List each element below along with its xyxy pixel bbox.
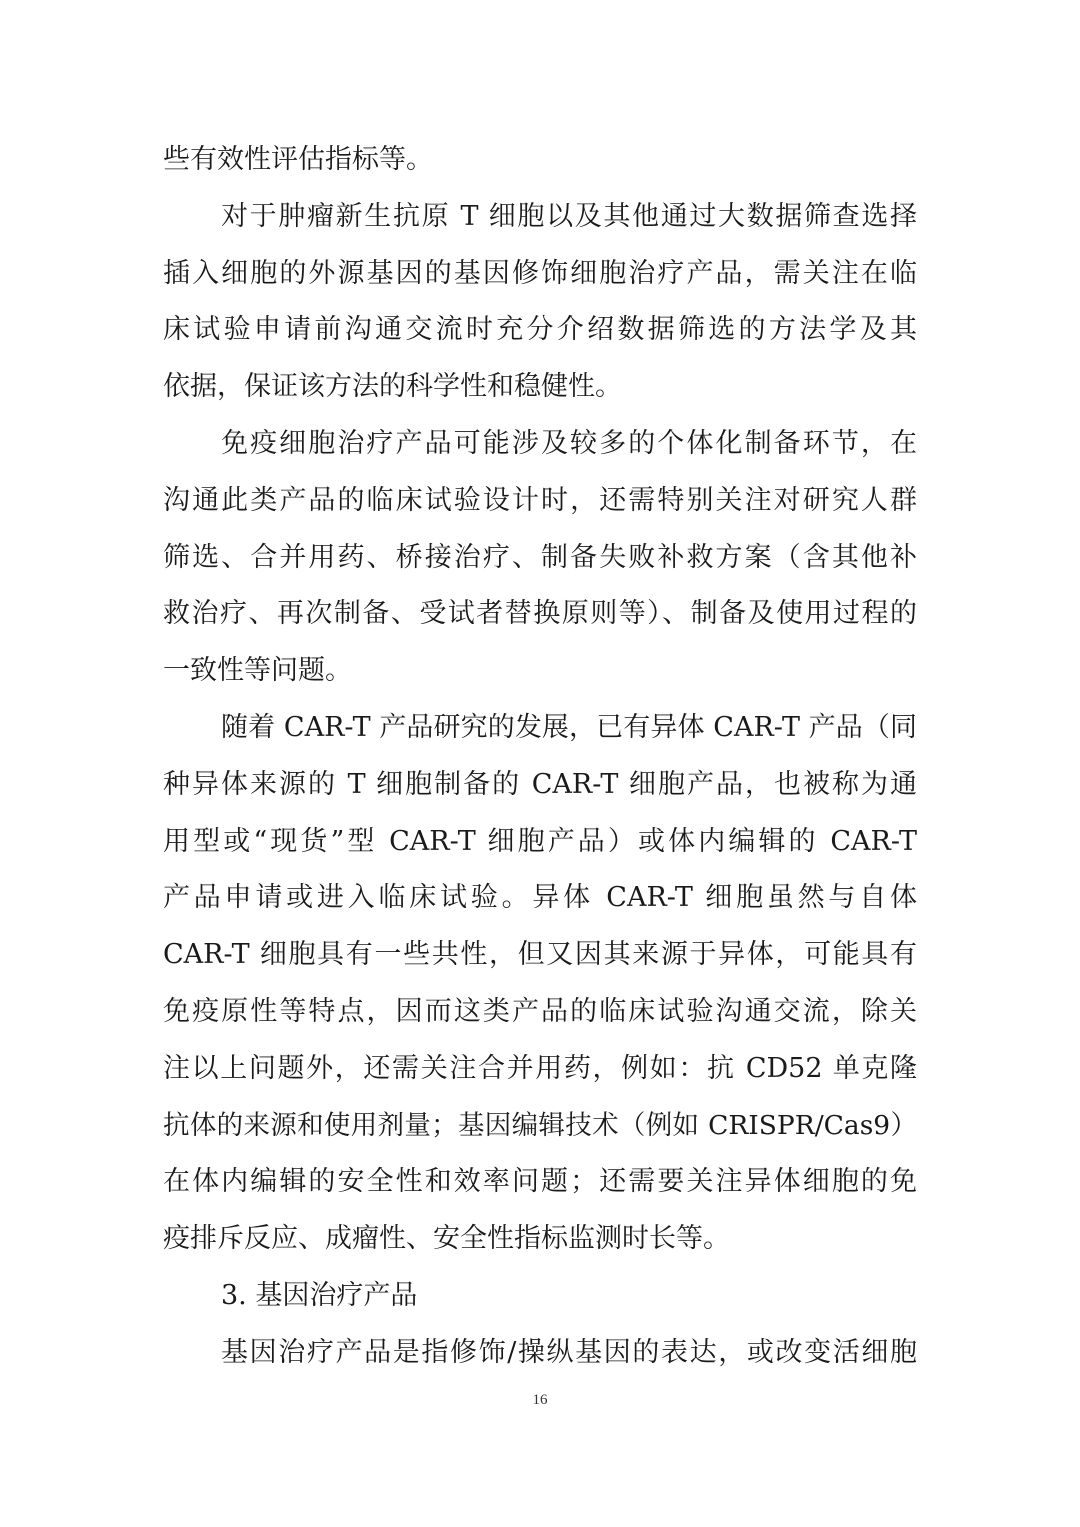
text-line: 一致性等问题。 bbox=[163, 655, 352, 687]
text-line: 沟通此类产品的临床试验设计时，还需特别关注对研究人群 bbox=[163, 484, 917, 516]
text-line: 基因治疗产品是指修饰/操纵基因的表达，或改变活细胞 bbox=[221, 1336, 917, 1368]
text-line: 对于肿瘤新生抗原 T 细胞以及其他通过大数据筛查选择 bbox=[221, 200, 917, 232]
text-line: 在体内编辑的安全性和效率问题；还需要关注异体细胞的免 bbox=[163, 1166, 917, 1198]
text-line: 些有效性评估指标等。 bbox=[163, 144, 433, 175]
text-line: 疫排斥反应、成瘤性、安全性指标监测时长等。 bbox=[163, 1223, 730, 1255]
text-line: 抗体的来源和使用剂量；基因编辑技术（例如 CRISPR/Cas9） bbox=[163, 1109, 917, 1141]
body-text bbox=[163, 132, 917, 1382]
text-line: 随着 CAR-T 产品研究的发展，已有异体 CAR-T 产品（同 bbox=[221, 711, 917, 743]
text-line: CAR-T 细胞具有一些共性，但又因其来源于异体，可能具有 bbox=[163, 939, 917, 971]
text-line: 免疫原性等特点，因而这类产品的临床试验沟通交流，除关 bbox=[163, 995, 917, 1027]
text-line: 产品申请或进入临床试验。异体 CAR-T 细胞虽然与自体 bbox=[163, 882, 917, 914]
text-line: 注以上问题外，还需关注合并用药，例如：抗 CD52 单克隆 bbox=[163, 1052, 917, 1084]
section-heading: 3. 基因治疗产品 bbox=[221, 1279, 418, 1311]
page-number: 16 bbox=[532, 1392, 548, 1408]
text-line: 依据，保证该方法的科学性和稳健性。 bbox=[163, 371, 622, 403]
text-line: 救治疗、再次制备、受试者替换原则等）、制备及使用过程的 bbox=[163, 598, 917, 630]
text-line: 用型或“现货”型 CAR-T 细胞产品）或体内编辑的 CAR-T bbox=[163, 825, 917, 857]
text-line: 种异体来源的 T 细胞制备的 CAR-T 细胞产品，也被称为通 bbox=[163, 768, 917, 800]
text-line: 筛选、合并用药、桥接治疗、制备失败补救方案（含其他补 bbox=[163, 541, 917, 573]
text-line: 床试验申请前沟通交流时充分介绍数据筛选的方法学及其 bbox=[163, 314, 917, 346]
text-line: 免疫细胞治疗产品可能涉及较多的个体化制备环节，在 bbox=[221, 427, 917, 459]
text-line: 插入细胞的外源基因的基因修饰细胞治疗产品，需关注在临 bbox=[163, 257, 917, 289]
